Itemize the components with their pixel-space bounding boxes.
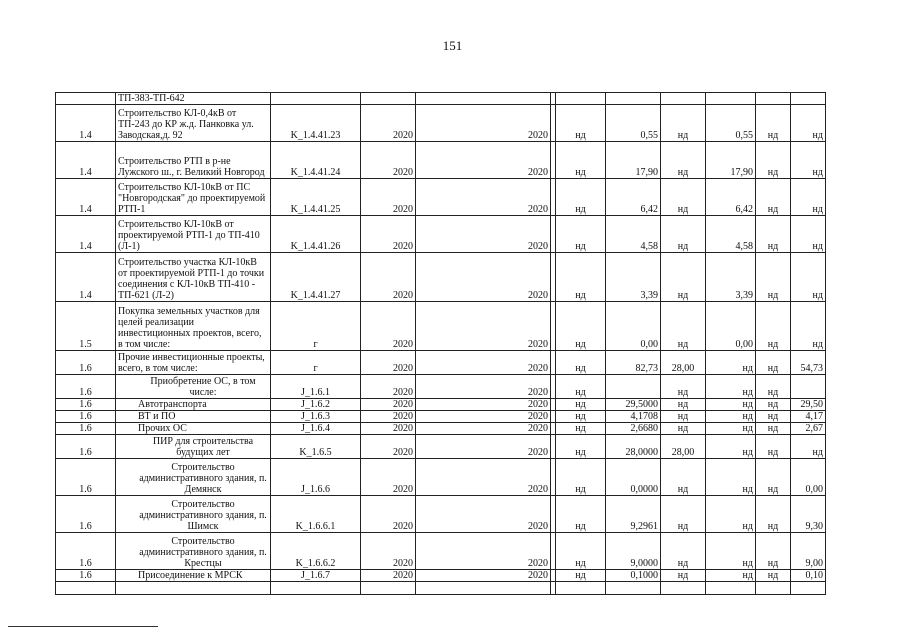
row-number: 1.4 xyxy=(56,216,116,253)
row-col-2: нд xyxy=(556,423,606,435)
row-col-5: нд xyxy=(706,533,756,570)
row-code: J_1.6.1 xyxy=(271,375,361,399)
table-row xyxy=(56,375,826,399)
row-col-4: нд xyxy=(661,423,706,435)
row-col-6: нд xyxy=(756,142,791,179)
row-col-7: нд xyxy=(791,435,826,459)
row-year-start: 2020 xyxy=(361,216,416,253)
row-col-3: 9,0000 xyxy=(606,533,661,570)
row-year-end: 2020 xyxy=(416,435,551,459)
row-col-4: 28,00 xyxy=(661,351,706,375)
row-col-6: нд xyxy=(756,302,791,351)
row-number: 1.4 xyxy=(56,253,116,302)
row-col-4: нд xyxy=(661,179,706,216)
row-col-5: 0,55 xyxy=(706,105,756,142)
row-code: J_1.6.3 xyxy=(271,411,361,423)
row-col-3: 4,58 xyxy=(606,216,661,253)
row-col-6: нд xyxy=(756,351,791,375)
row-col-2: нд xyxy=(556,142,606,179)
row-col-5: нд xyxy=(706,411,756,423)
row-year-start: 2020 xyxy=(361,399,416,411)
row-col-4: нд xyxy=(661,302,706,351)
row-code xyxy=(271,582,361,595)
table-row xyxy=(56,302,826,351)
row-col-7: 4,17 xyxy=(791,411,826,423)
footnote-separator xyxy=(8,626,158,627)
row-col-5: 17,90 xyxy=(706,142,756,179)
row-year-start: 2020 xyxy=(361,302,416,351)
row-year-start: 2020 xyxy=(361,533,416,570)
row-col-5: нд xyxy=(706,496,756,533)
row-col-6: нд xyxy=(756,423,791,435)
row-number: 1.6 xyxy=(56,375,116,399)
row-col-5: нд xyxy=(706,570,756,582)
table-row xyxy=(56,105,826,142)
row-number xyxy=(56,93,116,105)
row-year-start: 2020 xyxy=(361,496,416,533)
row-year-start: 2020 xyxy=(361,423,416,435)
row-code: K_1.6.6.1 xyxy=(271,496,361,533)
row-name: ПИР для строительства будущих лет xyxy=(116,435,271,459)
row-year-start: 2020 xyxy=(361,411,416,423)
row-year-end: 2020 xyxy=(416,253,551,302)
row-col-5 xyxy=(706,582,756,595)
row-year-end xyxy=(416,582,551,595)
row-col-2: нд xyxy=(556,533,606,570)
row-col-3: 2,6680 xyxy=(606,423,661,435)
row-number: 1.5 xyxy=(56,302,116,351)
row-number: 1.6 xyxy=(56,533,116,570)
row-col-2: нд xyxy=(556,570,606,582)
row-col-5 xyxy=(706,93,756,105)
row-col-3: 9,2961 xyxy=(606,496,661,533)
row-number: 1.4 xyxy=(56,142,116,179)
row-col-4: 28,00 xyxy=(661,435,706,459)
row-year-end: 2020 xyxy=(416,533,551,570)
row-col-6: нд xyxy=(756,435,791,459)
table-body xyxy=(56,93,826,595)
row-number: 1.4 xyxy=(56,105,116,142)
row-year-start: 2020 xyxy=(361,105,416,142)
row-col-2: нд xyxy=(556,459,606,496)
row-number: 1.6 xyxy=(56,570,116,582)
row-col-7: 0,00 xyxy=(791,459,826,496)
row-name: Автотранспорта xyxy=(116,399,271,411)
row-year-end: 2020 xyxy=(416,179,551,216)
row-col-6: нд xyxy=(756,533,791,570)
row-name: Строительство КЛ-10кВ от ПС "Новгородская" до проектируемой РТП-1 xyxy=(116,179,271,216)
row-col-4: нд xyxy=(661,142,706,179)
row-col-7 xyxy=(791,93,826,105)
table-row xyxy=(56,411,826,423)
row-col-7: 9,30 xyxy=(791,496,826,533)
row-name: Присоединение к МРСК xyxy=(116,570,271,582)
row-col-5: 0,00 xyxy=(706,302,756,351)
row-col-6: нд xyxy=(756,496,791,533)
row-col-4: нд xyxy=(661,411,706,423)
row-name: Прочие инвестиционные проекты, всего, в том числе: xyxy=(116,351,271,375)
row-col-4: нд xyxy=(661,496,706,533)
table-row xyxy=(56,533,826,570)
row-col-3: 29,5000 xyxy=(606,399,661,411)
row-col-7: 2,67 xyxy=(791,423,826,435)
row-year-end: 2020 xyxy=(416,423,551,435)
row-name: Приобретение ОС, в том числе: xyxy=(116,375,271,399)
row-col-7 xyxy=(791,582,826,595)
table-row xyxy=(56,496,826,533)
row-col-6: нд xyxy=(756,253,791,302)
row-col-3: 28,0000 xyxy=(606,435,661,459)
row-col-6: нд xyxy=(756,105,791,142)
row-col-5: 6,42 xyxy=(706,179,756,216)
table-row xyxy=(56,142,826,179)
row-col-6: нд xyxy=(756,399,791,411)
row-col-7: 0,10 xyxy=(791,570,826,582)
row-col-2: нд xyxy=(556,399,606,411)
row-year-start xyxy=(361,582,416,595)
row-col-4 xyxy=(661,93,706,105)
row-year-end: 2020 xyxy=(416,459,551,496)
row-col-3: 0,1000 xyxy=(606,570,661,582)
row-col-5: нд xyxy=(706,435,756,459)
row-col-2 xyxy=(556,582,606,595)
row-name: Строительство административного здания, п. Шимск xyxy=(116,496,271,533)
row-code: г xyxy=(271,302,361,351)
row-year-end: 2020 xyxy=(416,351,551,375)
row-col-5: 4,58 xyxy=(706,216,756,253)
row-col-4: нд xyxy=(661,533,706,570)
row-year-end: 2020 xyxy=(416,216,551,253)
row-number: 1.6 xyxy=(56,423,116,435)
table-row xyxy=(56,399,826,411)
row-col-7: нд xyxy=(791,216,826,253)
row-number: 1.6 xyxy=(56,411,116,423)
row-col-3: 17,90 xyxy=(606,142,661,179)
row-col-4: нд xyxy=(661,375,706,399)
row-col-2: нд xyxy=(556,435,606,459)
row-col-2 xyxy=(556,93,606,105)
row-year-end: 2020 xyxy=(416,105,551,142)
row-col-3 xyxy=(606,93,661,105)
row-col-7: нд xyxy=(791,179,826,216)
row-col-4 xyxy=(661,582,706,595)
row-code: K_1.4.41.27 xyxy=(271,253,361,302)
row-year-start: 2020 xyxy=(361,351,416,375)
row-name: Строительство административного здания, п. Крестцы xyxy=(116,533,271,570)
row-col-3: 0,0000 xyxy=(606,459,661,496)
row-col-3: 82,73 xyxy=(606,351,661,375)
row-col-3: 3,39 xyxy=(606,253,661,302)
row-code: K_1.4.41.26 xyxy=(271,216,361,253)
row-year-end: 2020 xyxy=(416,496,551,533)
row-col-6 xyxy=(756,93,791,105)
row-number: 1.6 xyxy=(56,459,116,496)
row-col-7 xyxy=(791,375,826,399)
row-col-2: нд xyxy=(556,253,606,302)
row-year-start: 2020 xyxy=(361,142,416,179)
row-col-3 xyxy=(606,582,661,595)
row-year-start: 2020 xyxy=(361,570,416,582)
row-col-4: нд xyxy=(661,253,706,302)
row-code: J_1.6.2 xyxy=(271,399,361,411)
row-col-6 xyxy=(756,582,791,595)
row-number: 1.6 xyxy=(56,496,116,533)
table-row xyxy=(56,351,826,375)
row-name: Строительство РТП в р-не Лужского ш., г. Великий Новгород xyxy=(116,142,271,179)
row-col-4: нд xyxy=(661,105,706,142)
row-col-4: нд xyxy=(661,216,706,253)
row-year-end: 2020 xyxy=(416,375,551,399)
row-code: J_1.6.4 xyxy=(271,423,361,435)
row-code: K_1.6.6.2 xyxy=(271,533,361,570)
row-col-5: нд xyxy=(706,459,756,496)
row-col-3: 0,00 xyxy=(606,302,661,351)
row-name: Покупка земельных участков для целей реализации инвестиционных проектов, всего, в том числе: xyxy=(116,302,271,351)
row-number: 1.4 xyxy=(56,179,116,216)
table-row xyxy=(56,93,826,105)
row-code: г xyxy=(271,351,361,375)
row-number: 1.6 xyxy=(56,399,116,411)
row-year-end: 2020 xyxy=(416,399,551,411)
row-col-2: нд xyxy=(556,351,606,375)
row-code: K_1.4.41.24 xyxy=(271,142,361,179)
row-col-6: нд xyxy=(756,375,791,399)
row-code: J_1.6.6 xyxy=(271,459,361,496)
page-number: 151 xyxy=(442,38,463,53)
table-row xyxy=(56,216,826,253)
row-year-start: 2020 xyxy=(361,179,416,216)
row-col-7: нд xyxy=(791,105,826,142)
row-year-start: 2020 xyxy=(361,459,416,496)
row-name: Прочих ОС xyxy=(116,423,271,435)
row-number xyxy=(56,582,116,595)
row-col-5: нд xyxy=(706,351,756,375)
row-name: Строительство КЛ-10кВ от проектируемой РТП-1 до ТП-410 (Л-1) xyxy=(116,216,271,253)
row-col-2: нд xyxy=(556,375,606,399)
row-year-end: 2020 xyxy=(416,570,551,582)
row-col-4: нд xyxy=(661,399,706,411)
table-row xyxy=(56,423,826,435)
row-col-3: 4,1708 xyxy=(606,411,661,423)
row-col-6: нд xyxy=(756,216,791,253)
row-col-7: 54,73 xyxy=(791,351,826,375)
table-row xyxy=(56,179,826,216)
row-year-start: 2020 xyxy=(361,435,416,459)
investment-table xyxy=(55,92,826,595)
row-year-end: 2020 xyxy=(416,302,551,351)
row-number: 1.6 xyxy=(56,435,116,459)
row-code xyxy=(271,93,361,105)
row-name: Строительство административного здания, п. Демянск xyxy=(116,459,271,496)
row-year-start: 2020 xyxy=(361,253,416,302)
row-code: K_1.4.41.23 xyxy=(271,105,361,142)
row-col-5: нд xyxy=(706,399,756,411)
row-col-2: нд xyxy=(556,216,606,253)
row-col-6: нд xyxy=(756,570,791,582)
row-year-end xyxy=(416,93,551,105)
row-col-2: нд xyxy=(556,496,606,533)
row-col-7: нд xyxy=(791,142,826,179)
row-col-3: 0,55 xyxy=(606,105,661,142)
row-col-3 xyxy=(606,375,661,399)
row-year-end: 2020 xyxy=(416,411,551,423)
row-col-4: нд xyxy=(661,459,706,496)
row-col-2: нд xyxy=(556,105,606,142)
row-code: J_1.6.7 xyxy=(271,570,361,582)
row-col-5: 3,39 xyxy=(706,253,756,302)
row-number: 1.6 xyxy=(56,351,116,375)
row-col-2: нд xyxy=(556,302,606,351)
table-row xyxy=(56,435,826,459)
row-col-5: нд xyxy=(706,423,756,435)
row-name xyxy=(116,582,271,595)
row-code: K_1.6.5 xyxy=(271,435,361,459)
row-col-7: нд xyxy=(791,253,826,302)
row-col-6: нд xyxy=(756,459,791,496)
table-row xyxy=(56,582,826,595)
row-col-4: нд xyxy=(661,570,706,582)
row-name: Строительство участка КЛ-10кВ от проектируемой РТП-1 до точки соединения с КЛ-10кВ ТП-410 - ТП-621 (Л-2) xyxy=(116,253,271,302)
table-row xyxy=(56,253,826,302)
row-name: ВТ и ПО xyxy=(116,411,271,423)
table-row xyxy=(56,570,826,582)
row-col-7: нд xyxy=(791,302,826,351)
table-row xyxy=(56,459,826,496)
row-year-start xyxy=(361,93,416,105)
row-col-2: нд xyxy=(556,411,606,423)
row-year-end: 2020 xyxy=(416,142,551,179)
row-col-2: нд xyxy=(556,179,606,216)
row-col-6: нд xyxy=(756,411,791,423)
row-col-7: 9,00 xyxy=(791,533,826,570)
row-col-6: нд xyxy=(756,179,791,216)
row-code: K_1.4.41.25 xyxy=(271,179,361,216)
row-col-7: 29,50 xyxy=(791,399,826,411)
row-col-3: 6,42 xyxy=(606,179,661,216)
row-col-5: нд xyxy=(706,375,756,399)
row-year-start: 2020 xyxy=(361,375,416,399)
row-name: ТП-383-ТП-642 xyxy=(116,93,271,105)
row-name: Строительство КЛ-0,4кВ от ТП-243 до КР ж.д. Панковка ул. Заводская,д. 92 xyxy=(116,105,271,142)
